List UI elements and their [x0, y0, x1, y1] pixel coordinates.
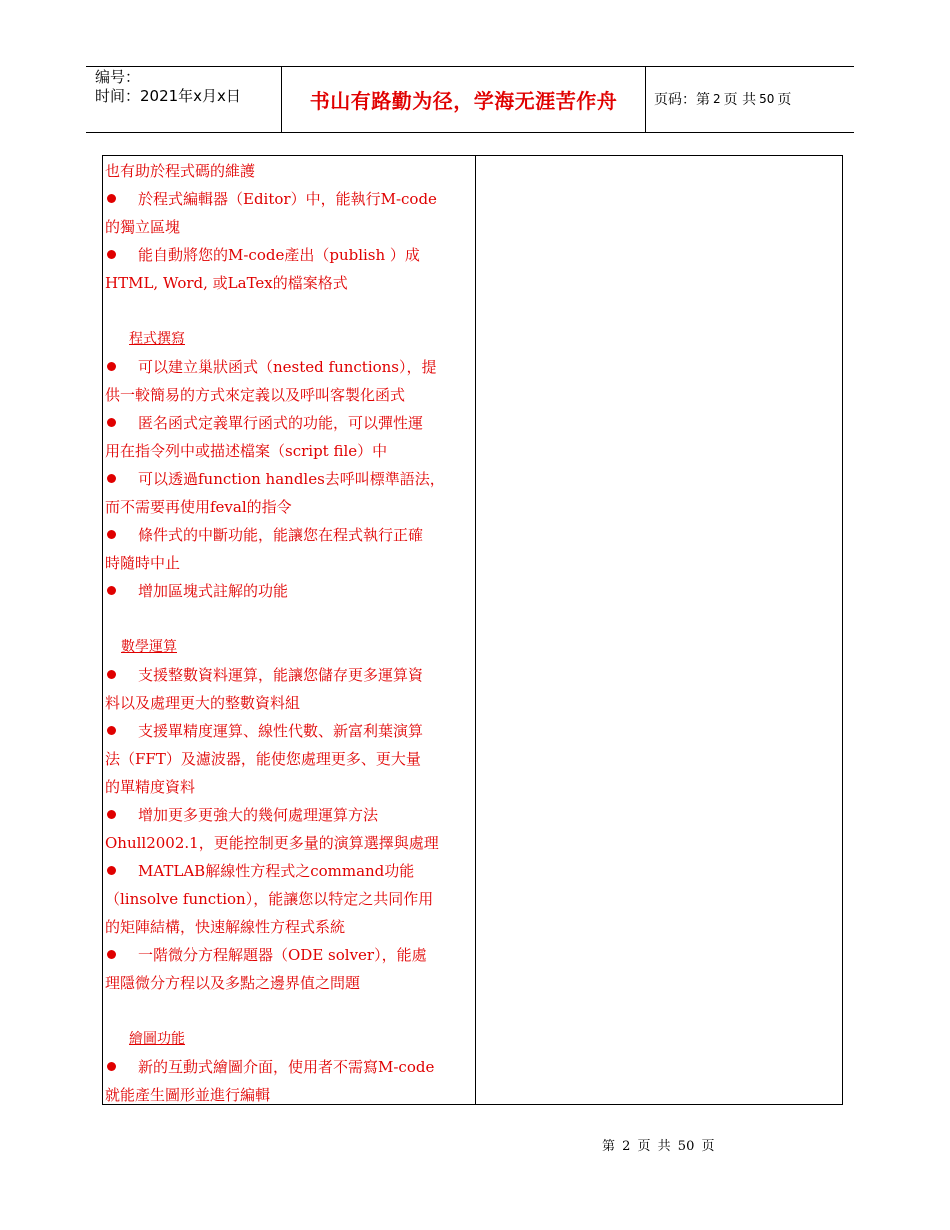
list-item-text: 增加區塊式註解的功能 — [138, 582, 289, 600]
list-item — [105, 353, 450, 381]
text-line: 時隨時中止 — [105, 554, 181, 572]
section-heading: 繪圖功能 — [129, 1031, 185, 1047]
page-label: 页码：第 — [654, 92, 710, 108]
bullet-icon — [105, 353, 138, 381]
list-item — [105, 185, 450, 213]
column-divider — [475, 156, 476, 1104]
text-line: 的矩陣結構，快速解線性方程式系統 — [105, 918, 346, 936]
bullet-icon — [105, 577, 138, 605]
section-heading: 數學運算 — [121, 639, 177, 655]
list-item-text: 能自動將您的M-code產出（publish ）成 — [138, 246, 420, 264]
list-item — [105, 857, 450, 885]
bullet-icon — [105, 521, 138, 549]
list-item — [105, 1053, 450, 1081]
list-item-text: 於程式編輯器（Editor）中，能執行M-code — [138, 190, 437, 208]
list-item — [105, 241, 450, 269]
list-item-text: 支援單精度運算、線性代數、新富利葉演算 — [138, 722, 424, 740]
content-table — [102, 155, 843, 1105]
list-item — [105, 577, 450, 605]
text-line: HTML, Word, 或LaTex的檔案格式 — [105, 274, 348, 292]
spacer — [105, 605, 450, 633]
text-line: 的單精度資料 — [105, 778, 196, 796]
header-motto: 书山有路勤为径，学海无涯苦作舟 — [309, 88, 618, 113]
header-bottom-rule — [86, 132, 854, 133]
list-item-text: 可以建立巢狀函式（nested functions），提 — [138, 358, 437, 376]
page-mid: 页 共 — [723, 92, 757, 108]
list-item — [105, 801, 450, 829]
bullet-icon — [105, 717, 138, 745]
page-total: 50 — [759, 92, 775, 106]
list-item — [105, 661, 450, 689]
time-label: 时间：2021年x月x日 — [95, 87, 241, 105]
text-line: 料以及處理更大的整數資料組 — [105, 694, 301, 712]
text-line: 就能產生圖形並進行編輯 — [105, 1086, 271, 1104]
list-item-text: MATLAB解線性方程式之command功能 — [138, 862, 415, 880]
spacer — [105, 997, 450, 1025]
text-line: （linsolve function），能讓您以特定之共同作用 — [105, 890, 434, 908]
text-line: 也有助於程式碼的維護 — [105, 162, 256, 180]
bullet-icon — [105, 241, 138, 269]
bullet-icon — [105, 465, 138, 493]
header-page-info — [654, 66, 791, 132]
header-divider — [645, 66, 646, 132]
text-line: 用在指令列中或描述檔案（script file）中 — [105, 442, 388, 460]
page-end: 页 — [777, 92, 792, 108]
list-item-text: 支援整數資料運算，能讓您儲存更多運算資 — [138, 666, 424, 684]
list-item — [105, 941, 450, 969]
text-line: 供一較簡易的方式來定義以及呼叫客製化函式 — [105, 386, 406, 404]
list-item — [105, 465, 450, 493]
bullet-icon — [105, 185, 138, 213]
list-item-text: 可以透過function handles去呼叫標準語法， — [138, 470, 445, 488]
serial-label: 编号： — [95, 68, 141, 86]
text-line: 的獨立區塊 — [105, 218, 181, 236]
text-line: 而不需要再使用feval的指令 — [105, 498, 292, 516]
spacer — [105, 297, 450, 325]
text-line: 理隱微分方程以及多點之邊界值之問題 — [105, 974, 361, 992]
bullet-icon — [105, 1053, 138, 1081]
list-item-text: 匿名函式定義單行函式的功能，可以彈性運 — [138, 414, 424, 432]
list-item-text: 一階微分方程解題器（ODE solver），能處 — [138, 946, 427, 964]
list-item-text: 條件式的中斷功能，能讓您在程式執行正確 — [138, 526, 424, 544]
page-current: 2 — [713, 92, 721, 106]
list-item — [105, 521, 450, 549]
left-column — [105, 157, 450, 1109]
list-item — [105, 717, 450, 745]
bullet-icon — [105, 661, 138, 689]
list-item — [105, 409, 450, 437]
text-line: Ohull2002.1，更能控制更多量的演算選擇與處理 — [105, 834, 439, 852]
page-footer: 第 2 页 共 50 页 — [602, 1139, 715, 1154]
section-heading: 程式撰寫 — [129, 331, 185, 347]
header-meta — [95, 68, 280, 106]
list-item-text: 增加更多更強大的幾何處理運算方法 — [138, 806, 379, 824]
bullet-icon — [105, 941, 138, 969]
bullet-icon — [105, 409, 138, 437]
bullet-icon — [105, 857, 138, 885]
bullet-icon — [105, 801, 138, 829]
text-line: 法（FFT）及濾波器，能使您處理更多、更大量 — [105, 750, 421, 768]
list-item-text: 新的互動式繪圖介面，使用者不需寫M-code — [138, 1058, 435, 1076]
